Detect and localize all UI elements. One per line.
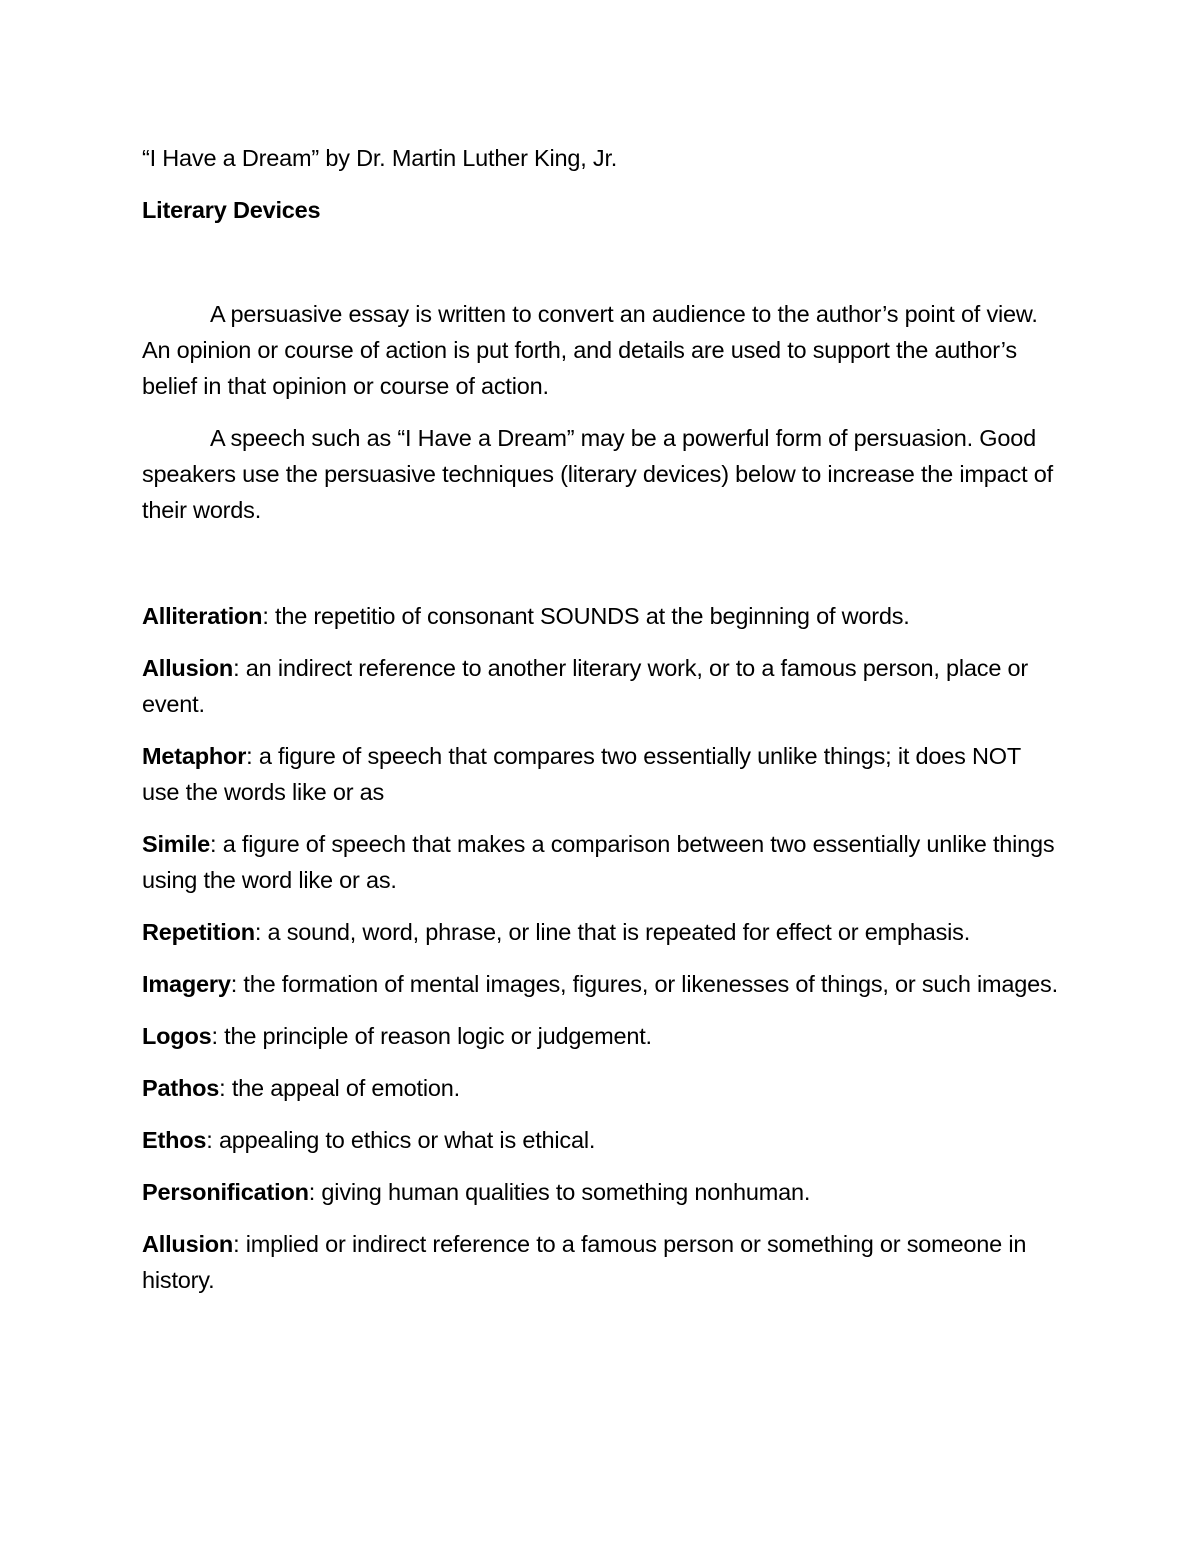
term-allusion-2 [142,1226,1062,1298]
term-definition: : a figure of speech that compares two essentially unlike things; it does NOT use the words like or as [142,743,1021,805]
term-name: Allusion [142,1231,234,1257]
term-definition: : a sound, word, phrase, or line that is repeated for effect or emphasis. [254,919,971,945]
term-personification [142,1174,1062,1210]
term-name: Imagery [142,971,231,997]
term-definition: : the appeal of emotion. [219,1075,460,1101]
term-name: Metaphor [142,743,247,769]
intro-paragraph-2: A speech such as “I Have a Dream” may be a powerful form of persuasion. Good speakers use the persuasive techniques (literary devices) below to increase the impact of their words. [142,425,1053,523]
term-name: Simile [142,831,211,857]
document-title: “I Have a Dream” by Dr. Martin Luther King, Jr. [142,145,618,171]
term-definition: : the principle of reason logic or judgement. [211,1023,652,1049]
document-page [142,140,1062,1314]
term-simile [142,826,1062,898]
term-ethos [142,1122,1062,1158]
term-name: Allusion [142,655,234,681]
term-definition: : a figure of speech that makes a comparison between two essentially unlike things using the word like or as. [142,831,1055,893]
term-pathos [142,1070,1062,1106]
term-name: Ethos [142,1127,207,1153]
term-name: Repetition [142,919,255,945]
term-definition: : implied or indirect reference to a famous person or something or someone in history. [142,1231,1027,1293]
term-imagery [142,966,1062,1002]
term-definition: : appealing to ethics or what is ethical. [206,1127,596,1153]
term-definition: : giving human qualities to something nonhuman. [308,1179,811,1205]
term-metaphor [142,738,1062,810]
document-subtitle: Literary Devices [142,197,321,223]
term-name: Alliteration [142,603,263,629]
term-alliteration [142,598,1062,634]
term-allusion [142,650,1062,722]
intro-paragraph-1: A persuasive essay is written to convert an audience to the author’s point of view. An opinion or course of action is put forth, and details are used to support the author’s belief in that opinion or course of action. [142,301,1038,399]
term-definition: : the formation of mental images, figures, or likenesses of things, or such images. [230,971,1058,997]
term-name: Personification [142,1179,309,1205]
terms-list [142,598,1062,1298]
term-definition: : an indirect reference to another literary work, or to a famous person, place or event. [142,655,1029,717]
term-logos [142,1018,1062,1054]
term-name: Pathos [142,1075,220,1101]
term-name: Logos [142,1023,212,1049]
term-repetition [142,914,1062,950]
term-definition: : the repetitio of consonant SOUNDS at the beginning of words. [262,603,910,629]
